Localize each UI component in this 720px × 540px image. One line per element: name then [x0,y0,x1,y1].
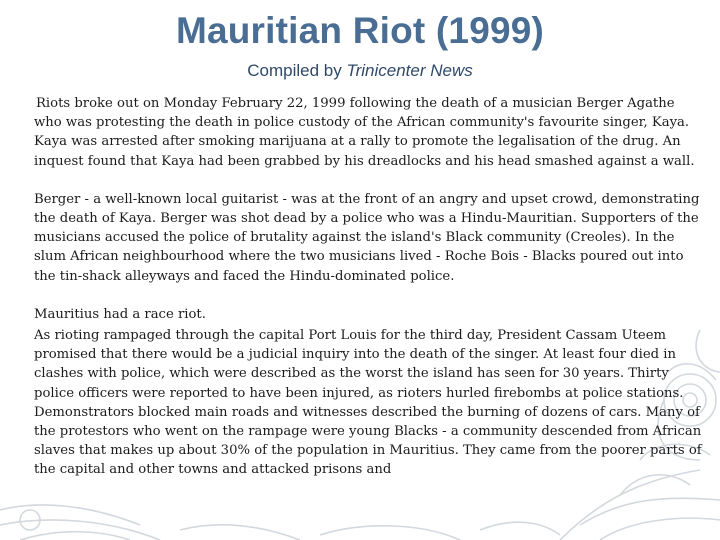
paragraph-rioting-port-louis: As rioting rampaged through the capital Port Louis for the third day, President Cassam Uteem promised that there would be a judicial inquiry into the death of the singer. At least four died in clashes with police, which were described as the worst the island has seen for 30 years. Thirty police officers were reported to have been injured, as rioters hurled firebombs at police stations. Demonstrators blocked main roads and witnesses described the burning of dozens of cars. Many of the protestors who went on the rampage were young Blacks - a community descended from African slaves that makes up about 30% of the population in Mauritius. They came from the poorer parts of the capital and other towns and attacked prisons and [34,328,702,478]
paragraph-riots-outbreak: Riots broke out on Monday February 22, 1999 following the death of a musician Berger Agathe who was protesting the death in police custody of the African community's favourite singer, Kaya. Kaya was arrested after smoking marijuana at a rally to promote the legalisation of the drug. An inquest found that Kaya had been grabbed by his dreadlocks and his head smashed against a wall. [34,96,695,169]
subtitle [0,61,720,81]
paragraph-berger-shooting: Berger - a well-known local guitarist - was at the front of an angry and upset crowd, demonstrating the death of Kaya. Berger was shot dead by a police who was a Hindu-Mauritian. Supporters of the musicians accused the police of brutality against the island's Black community (Creoles). In the slum African neighbourhood where the two musicians lived - Roche Bois - Blacks poured out into the tin-shack alleyways and faced the Hindu-dominated police. [34,191,700,284]
page-title: Mauritian Riot (1999) [175,10,545,51]
article-body [34,94,706,499]
subtitle-prefix: Compiled by [247,61,347,80]
paragraph-race-riot: Mauritius had a race riot. [34,306,206,322]
subtitle-source: Trinicenter News [346,61,473,80]
